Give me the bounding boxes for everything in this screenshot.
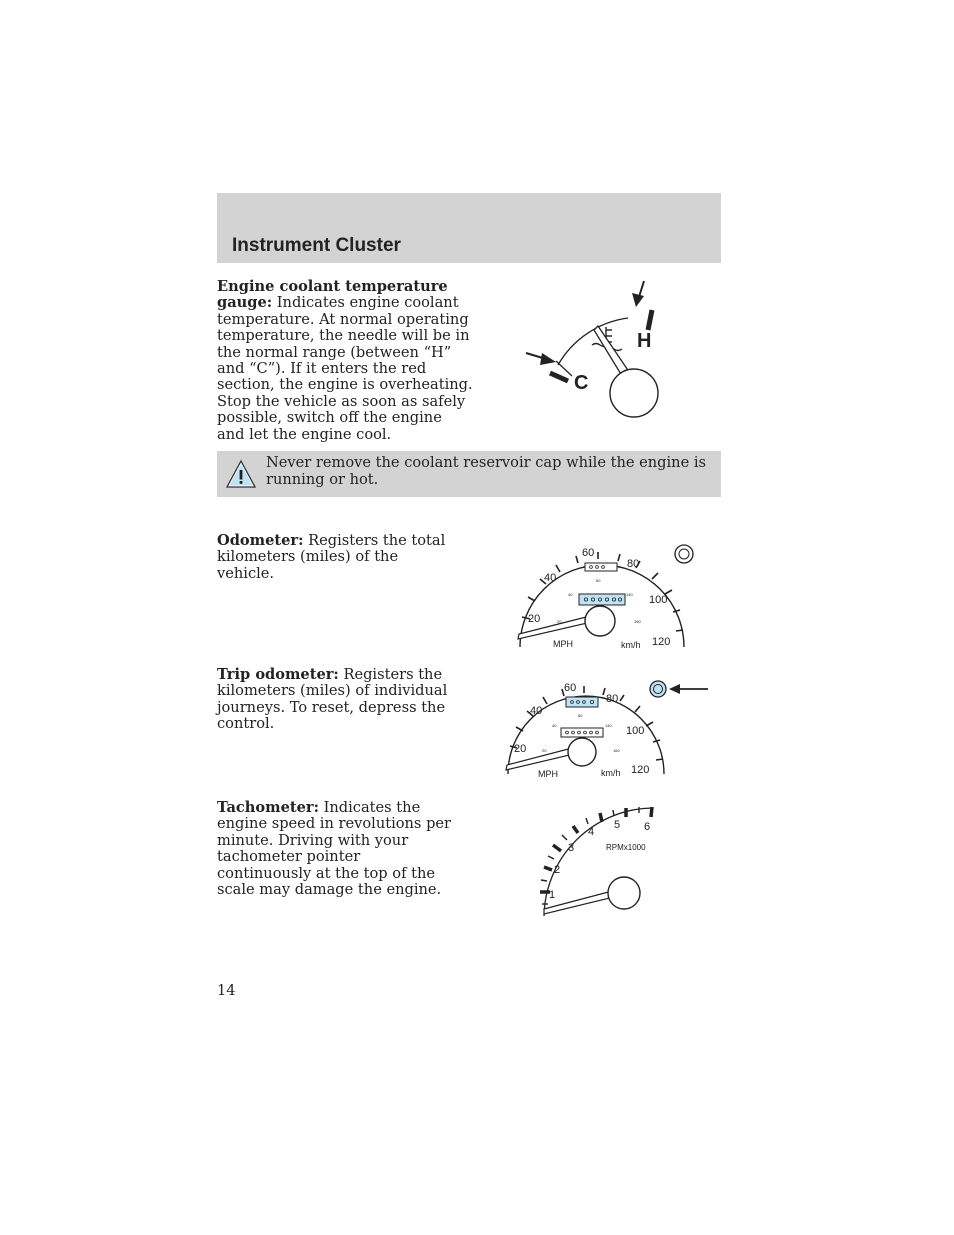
- trip-paragraph: [217, 667, 453, 733]
- kmh-unit: km/h: [601, 768, 621, 778]
- mph-label-120: 120: [652, 636, 671, 648]
- cold-label: C: [574, 372, 589, 394]
- trip-speedometer-figure: [498, 670, 716, 782]
- cold-tick: [550, 373, 568, 381]
- page-number: 14: [217, 982, 236, 999]
- tach-label-2: 2: [554, 864, 561, 876]
- kmh-label-40: 40: [552, 723, 557, 728]
- mph-unit: MPH: [553, 639, 573, 649]
- mph-label-100: 100: [649, 594, 668, 606]
- mph-label-120: 120: [631, 764, 650, 776]
- tach-label-5: 5: [614, 819, 621, 831]
- tach-label-1: 1: [549, 889, 556, 901]
- mph-label-20: 20: [528, 613, 541, 625]
- kmh-label-60: 60: [578, 713, 583, 718]
- mph-label-40: 40: [530, 705, 543, 717]
- reset-arrow-icon: [669, 684, 708, 694]
- warning-triangle-icon: [225, 459, 257, 489]
- coolant-text: Indicates engine coolant temperature. At normal operating temperature, the needle will be in the normal range (between “H” and “C”). If it enters the red section, the engine is overheating. Stop the vehicle as soon as safely possible, switch off the engine and let the engine cool.: [217, 294, 473, 443]
- tach-label-6: 6: [644, 821, 651, 833]
- section-title: Instrument Cluster: [232, 235, 401, 256]
- reset-button-inner: [679, 549, 689, 559]
- trip-label: Trip odometer:: [217, 666, 339, 683]
- coolant-label: Engine coolant temperature gauge:: [217, 278, 448, 312]
- kmh-label-20: 20: [557, 619, 562, 624]
- mph-label-80: 80: [606, 693, 619, 705]
- section-header: [217, 193, 721, 263]
- mph-label-40: 40: [544, 572, 557, 584]
- trip-reset-button-inner: [654, 685, 663, 694]
- kmh-label-140: 140: [605, 723, 612, 728]
- trip-text: Registers the kilometers (miles) of individual journeys. To reset, depress the control.: [217, 666, 448, 733]
- mph-unit: MPH: [538, 769, 558, 779]
- hot-range-arrow-icon: [632, 281, 644, 307]
- kmh-label-160: 160: [634, 619, 641, 624]
- odometer-display: [561, 728, 603, 737]
- tachometer-figure: [530, 800, 665, 922]
- speedometer-hub: [585, 606, 615, 636]
- tachometer-hub: [608, 877, 640, 909]
- warning-box: [217, 451, 721, 497]
- mph-label-60: 60: [564, 682, 577, 694]
- tach-unit: RPMx1000: [606, 843, 646, 852]
- hot-label: H: [637, 330, 652, 352]
- tach-label: Tachometer:: [217, 799, 319, 816]
- needle-hub: [610, 369, 658, 417]
- tach-label-4: 4: [588, 826, 595, 838]
- kmh-label-60: 60: [596, 578, 601, 583]
- mph-label-80: 80: [627, 558, 640, 570]
- kmh-label-160: 160: [613, 748, 620, 753]
- kmh-unit: km/h: [621, 640, 641, 650]
- speedometer-hub: [568, 738, 596, 766]
- kmh-label-100: 140: [626, 592, 633, 597]
- normal-range-start: [556, 361, 572, 376]
- tach-label-3: 3: [568, 842, 575, 854]
- coolant-paragraph: [217, 279, 473, 443]
- tach-paragraph: [217, 800, 457, 898]
- odometer-label: Odometer:: [217, 532, 304, 549]
- mph-label-20: 20: [514, 743, 527, 755]
- coolant-gauge-figure: [520, 275, 680, 425]
- odometer-speedometer-figure: [510, 535, 710, 653]
- warning-text: Never remove the coolant reservoir cap while the engine is running or hot.: [266, 454, 707, 488]
- odometer-text: Registers the total kilometers (miles) of the vehicle.: [217, 532, 446, 582]
- hot-tick: [648, 310, 652, 330]
- mph-label-60: 60: [582, 547, 595, 559]
- odometer-paragraph: [217, 533, 457, 582]
- tach-text: Indicates the engine speed in revolutions per minute. Driving with your tachometer pointer continuously at the top of the scale may damage the engine.: [217, 799, 452, 899]
- mph-label-100: 100: [626, 725, 645, 737]
- kmh-label-20: 20: [542, 748, 547, 753]
- kmh-label-40: 40: [568, 592, 573, 597]
- normal-range-arrow-icon: [526, 353, 556, 365]
